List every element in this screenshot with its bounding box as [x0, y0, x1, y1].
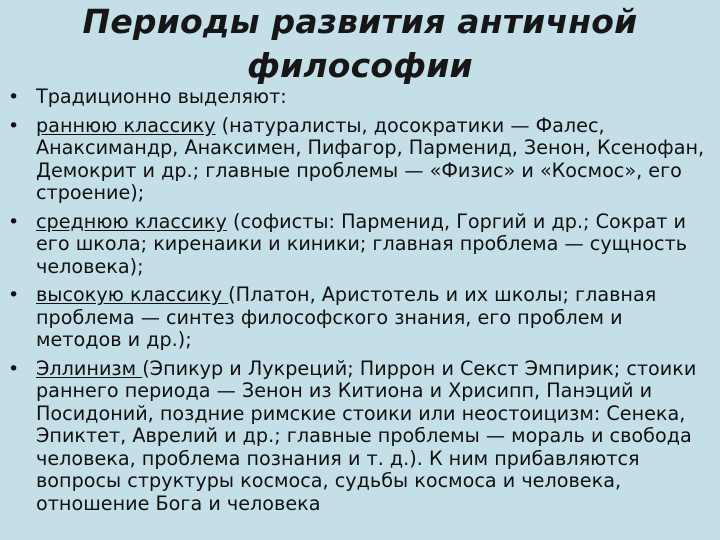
- bullet-term: высокую классику: [36, 283, 229, 306]
- bullet-item: [8, 284, 712, 352]
- bullet-icon: •: [8, 357, 20, 380]
- title-line-2: философии: [247, 46, 473, 85]
- slide-title: [0, 0, 720, 88]
- bullet-text: (Эпикур и Лукреций; Пиррон и Секст Эмпирик; стоики раннего периода — Зенон из Китиона и Хрисипп, Панэций и Посидоний, поздние римские стоики или неостоицизм: Сенека, Эпиктет, Аврелий и др.; главные проблемы — мораль и свобода человека, проблема познания и т. д.). К ним прибавляются вопросы структуры космоса, судьбы космоса и человека, отношение Бога и человека: [36, 356, 697, 515]
- bullet-text: Традиционно выделяют:: [36, 85, 287, 108]
- title-line-1: Периоды развития античной: [82, 2, 638, 41]
- bullet-term: среднюю классику: [36, 209, 227, 233]
- bullet-text: (Платон, Аристотель и их школы; главная проблема — синтез философского знания, его проблем и методов и др.);: [36, 283, 657, 351]
- bullet-text: (софисты: Парменид, Горгий и др.; Сократ и его школа; киренаики и киники; главная проблема — сущность человека);: [36, 209, 688, 278]
- bullet-item: [8, 211, 712, 279]
- bullet-term: раннюю классику: [36, 113, 216, 137]
- bullet-icon: •: [8, 86, 20, 108]
- bullet-icon: •: [8, 210, 20, 233]
- bullet-icon: •: [8, 284, 20, 306]
- bullet-list: [8, 86, 712, 521]
- bullet-text: (натуралисты, досократики — Фалес, Анаксимандр, Анаксимен, Пифагор, Парменид, Зенон, Ксенофан, Демокрит и др.; главные проблемы — «Физис» и «Космос», его строение);: [36, 113, 705, 204]
- bullet-term: Эллинизм: [36, 356, 143, 380]
- bullet-item: [8, 115, 712, 205]
- bullet-item: [8, 86, 712, 109]
- bullet-item: [8, 358, 712, 516]
- bullet-icon: •: [8, 114, 20, 137]
